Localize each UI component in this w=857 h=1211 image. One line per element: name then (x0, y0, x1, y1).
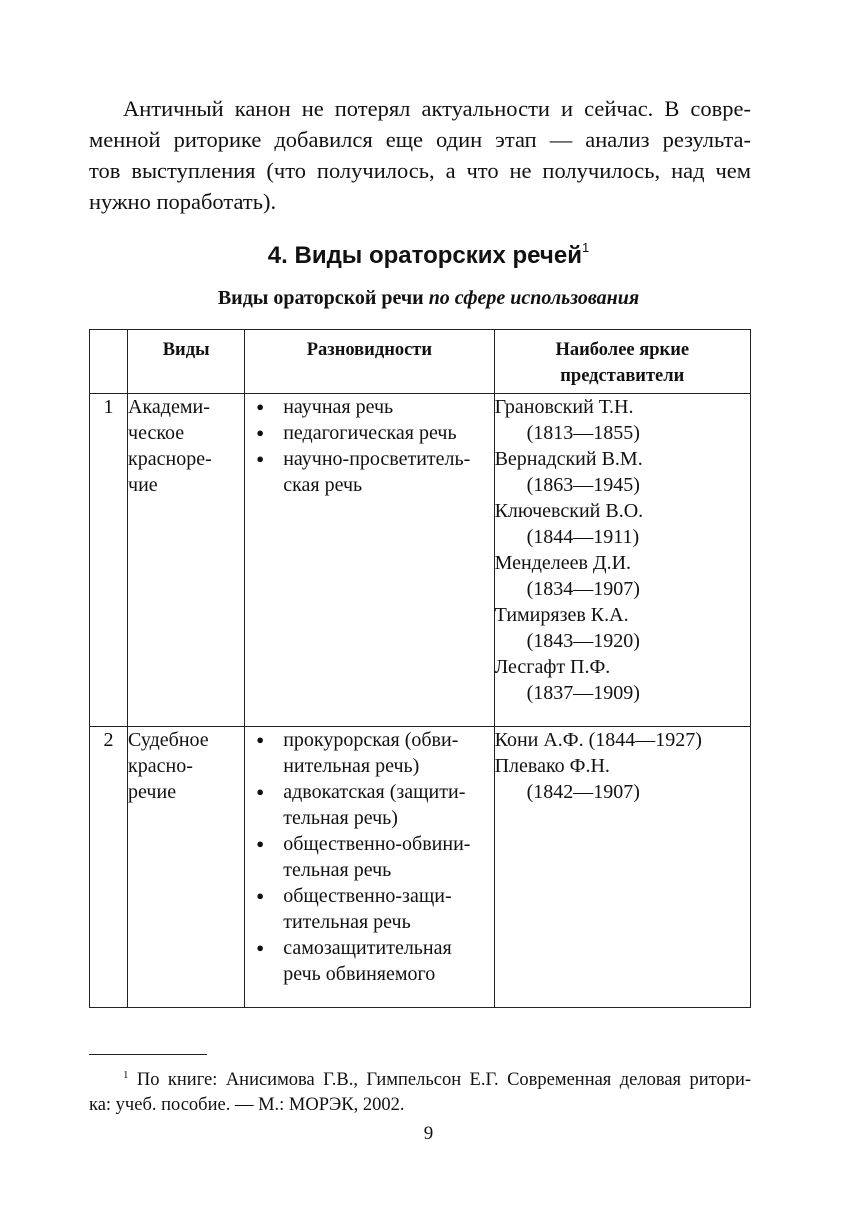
representative (495, 394, 750, 446)
representative-name: Плевако Ф.Н. (494, 755, 610, 777)
variety-line: речь обвиняемого (283, 963, 436, 985)
representative-name: Лесгафт П.Ф. (494, 656, 611, 678)
variety-line: ● общественно-обвини- (283, 833, 471, 855)
table-header-row (90, 330, 751, 394)
row-kind (128, 394, 245, 727)
representative (495, 550, 750, 602)
row-varieties (245, 727, 494, 1008)
variety-item (245, 831, 493, 883)
representative (495, 498, 750, 550)
oratory-types-table (89, 329, 751, 1008)
representative-name: Менделеев Д.И. (494, 552, 632, 574)
kind-line: красноре- (128, 448, 212, 470)
kind-line: красно- (128, 755, 193, 777)
representative (495, 654, 750, 706)
footnote-separator (89, 1054, 207, 1055)
footnote-text: По книге: Анисимова Г.В., Гимпельсон Е.Г. Современная деловая ритори- (136, 1070, 751, 1090)
representative-years: (1837—1909) (526, 682, 640, 704)
table-caption-italic: по сфере использования (428, 287, 640, 309)
intro-line: менной риторике добавился еще один этап — анализ результа- (89, 127, 751, 152)
row-kind (128, 727, 245, 1008)
intro-paragraph (89, 93, 751, 217)
representative-name: Кони А.Ф. (1844—1927) (494, 729, 702, 751)
representative-years: (1834—1907) (526, 578, 640, 600)
table-row (90, 394, 751, 727)
representative (495, 602, 750, 654)
variety-line: ● общественно-защи- (283, 885, 452, 907)
representative-name: Тимирязев К.А. (494, 604, 629, 626)
variety-line: нительная речь) (283, 755, 420, 777)
intro-line: Античный канон не потерял актуальности и сейчас. В совре- (123, 96, 751, 121)
header-number (90, 330, 128, 394)
header-representatives (494, 330, 750, 394)
intro-line: тов выступления (что получилось, а что не получилось, над чем (89, 158, 751, 183)
representative-years: (1842—1907) (526, 781, 640, 803)
header-representatives-line: Наиболее яркие (555, 340, 690, 360)
representative-years: (1863—1945) (526, 474, 640, 496)
kind-line: речие (128, 781, 177, 803)
footnote-line (89, 1063, 751, 1093)
intro-line: нужно поработать). (89, 189, 277, 214)
variety-line: ● научно-просветитель- (283, 448, 471, 470)
representative-years: (1813—1855) (526, 422, 640, 444)
footnote (89, 1063, 751, 1118)
variety-line: ● научная речь (283, 396, 394, 418)
page-number: 9 (423, 1123, 434, 1144)
footnote-line: ка: учеб. пособие. — М.: МОРЭК, 2002. (89, 1095, 405, 1115)
section-title (0, 240, 857, 270)
kind-line: ческое (128, 422, 185, 444)
variety-line: тельная речь (283, 859, 392, 881)
kind-line: чие (128, 474, 158, 496)
representative-name: Ключевский В.О. (494, 500, 644, 522)
variety-line: тительная речь (283, 911, 411, 933)
representative-years: (1844—1911) (526, 526, 640, 548)
kind-line: Судебное (128, 729, 209, 751)
variety-item (245, 935, 493, 987)
representative (495, 727, 750, 753)
section-title-text: 4. Виды ораторских речей (267, 242, 582, 269)
representative-name: Грановский Т.Н. (494, 396, 634, 418)
variety-item (245, 420, 493, 446)
variety-item (245, 779, 493, 831)
table-caption-bold: Виды ораторской речи (217, 287, 424, 309)
table-caption (0, 287, 857, 310)
variety-line: ● адвокатская (защити- (283, 781, 466, 803)
variety-item (245, 394, 493, 420)
header-kind: Виды (128, 330, 245, 394)
representative (495, 446, 750, 498)
table-row (90, 727, 751, 1008)
header-variety: Разновидности (245, 330, 494, 394)
variety-line: ● педагогическая речь (283, 422, 457, 444)
variety-item (245, 883, 493, 935)
row-varieties (245, 394, 494, 727)
variety-line: ● самозащитительная (283, 937, 452, 959)
variety-list (245, 727, 493, 987)
variety-line: ская речь (283, 474, 363, 496)
variety-list (245, 394, 493, 498)
variety-item (245, 446, 493, 498)
footnote-marker: 1 (123, 1069, 129, 1081)
row-representatives (494, 394, 750, 727)
header-representatives-line: представители (560, 366, 685, 386)
row-number: 2 (90, 727, 128, 1008)
variety-line: ● прокурорская (обви- (283, 729, 459, 751)
representative (495, 753, 750, 805)
kind-line: Академи- (128, 396, 210, 418)
variety-item (245, 727, 493, 779)
row-representatives (494, 727, 750, 1008)
representative-name: Вернадский В.М. (494, 448, 643, 470)
row-number: 1 (90, 394, 128, 727)
representative-years: (1843—1920) (526, 630, 640, 652)
variety-line: тельная речь) (283, 807, 398, 829)
footnote-reference: 1 (581, 240, 590, 255)
